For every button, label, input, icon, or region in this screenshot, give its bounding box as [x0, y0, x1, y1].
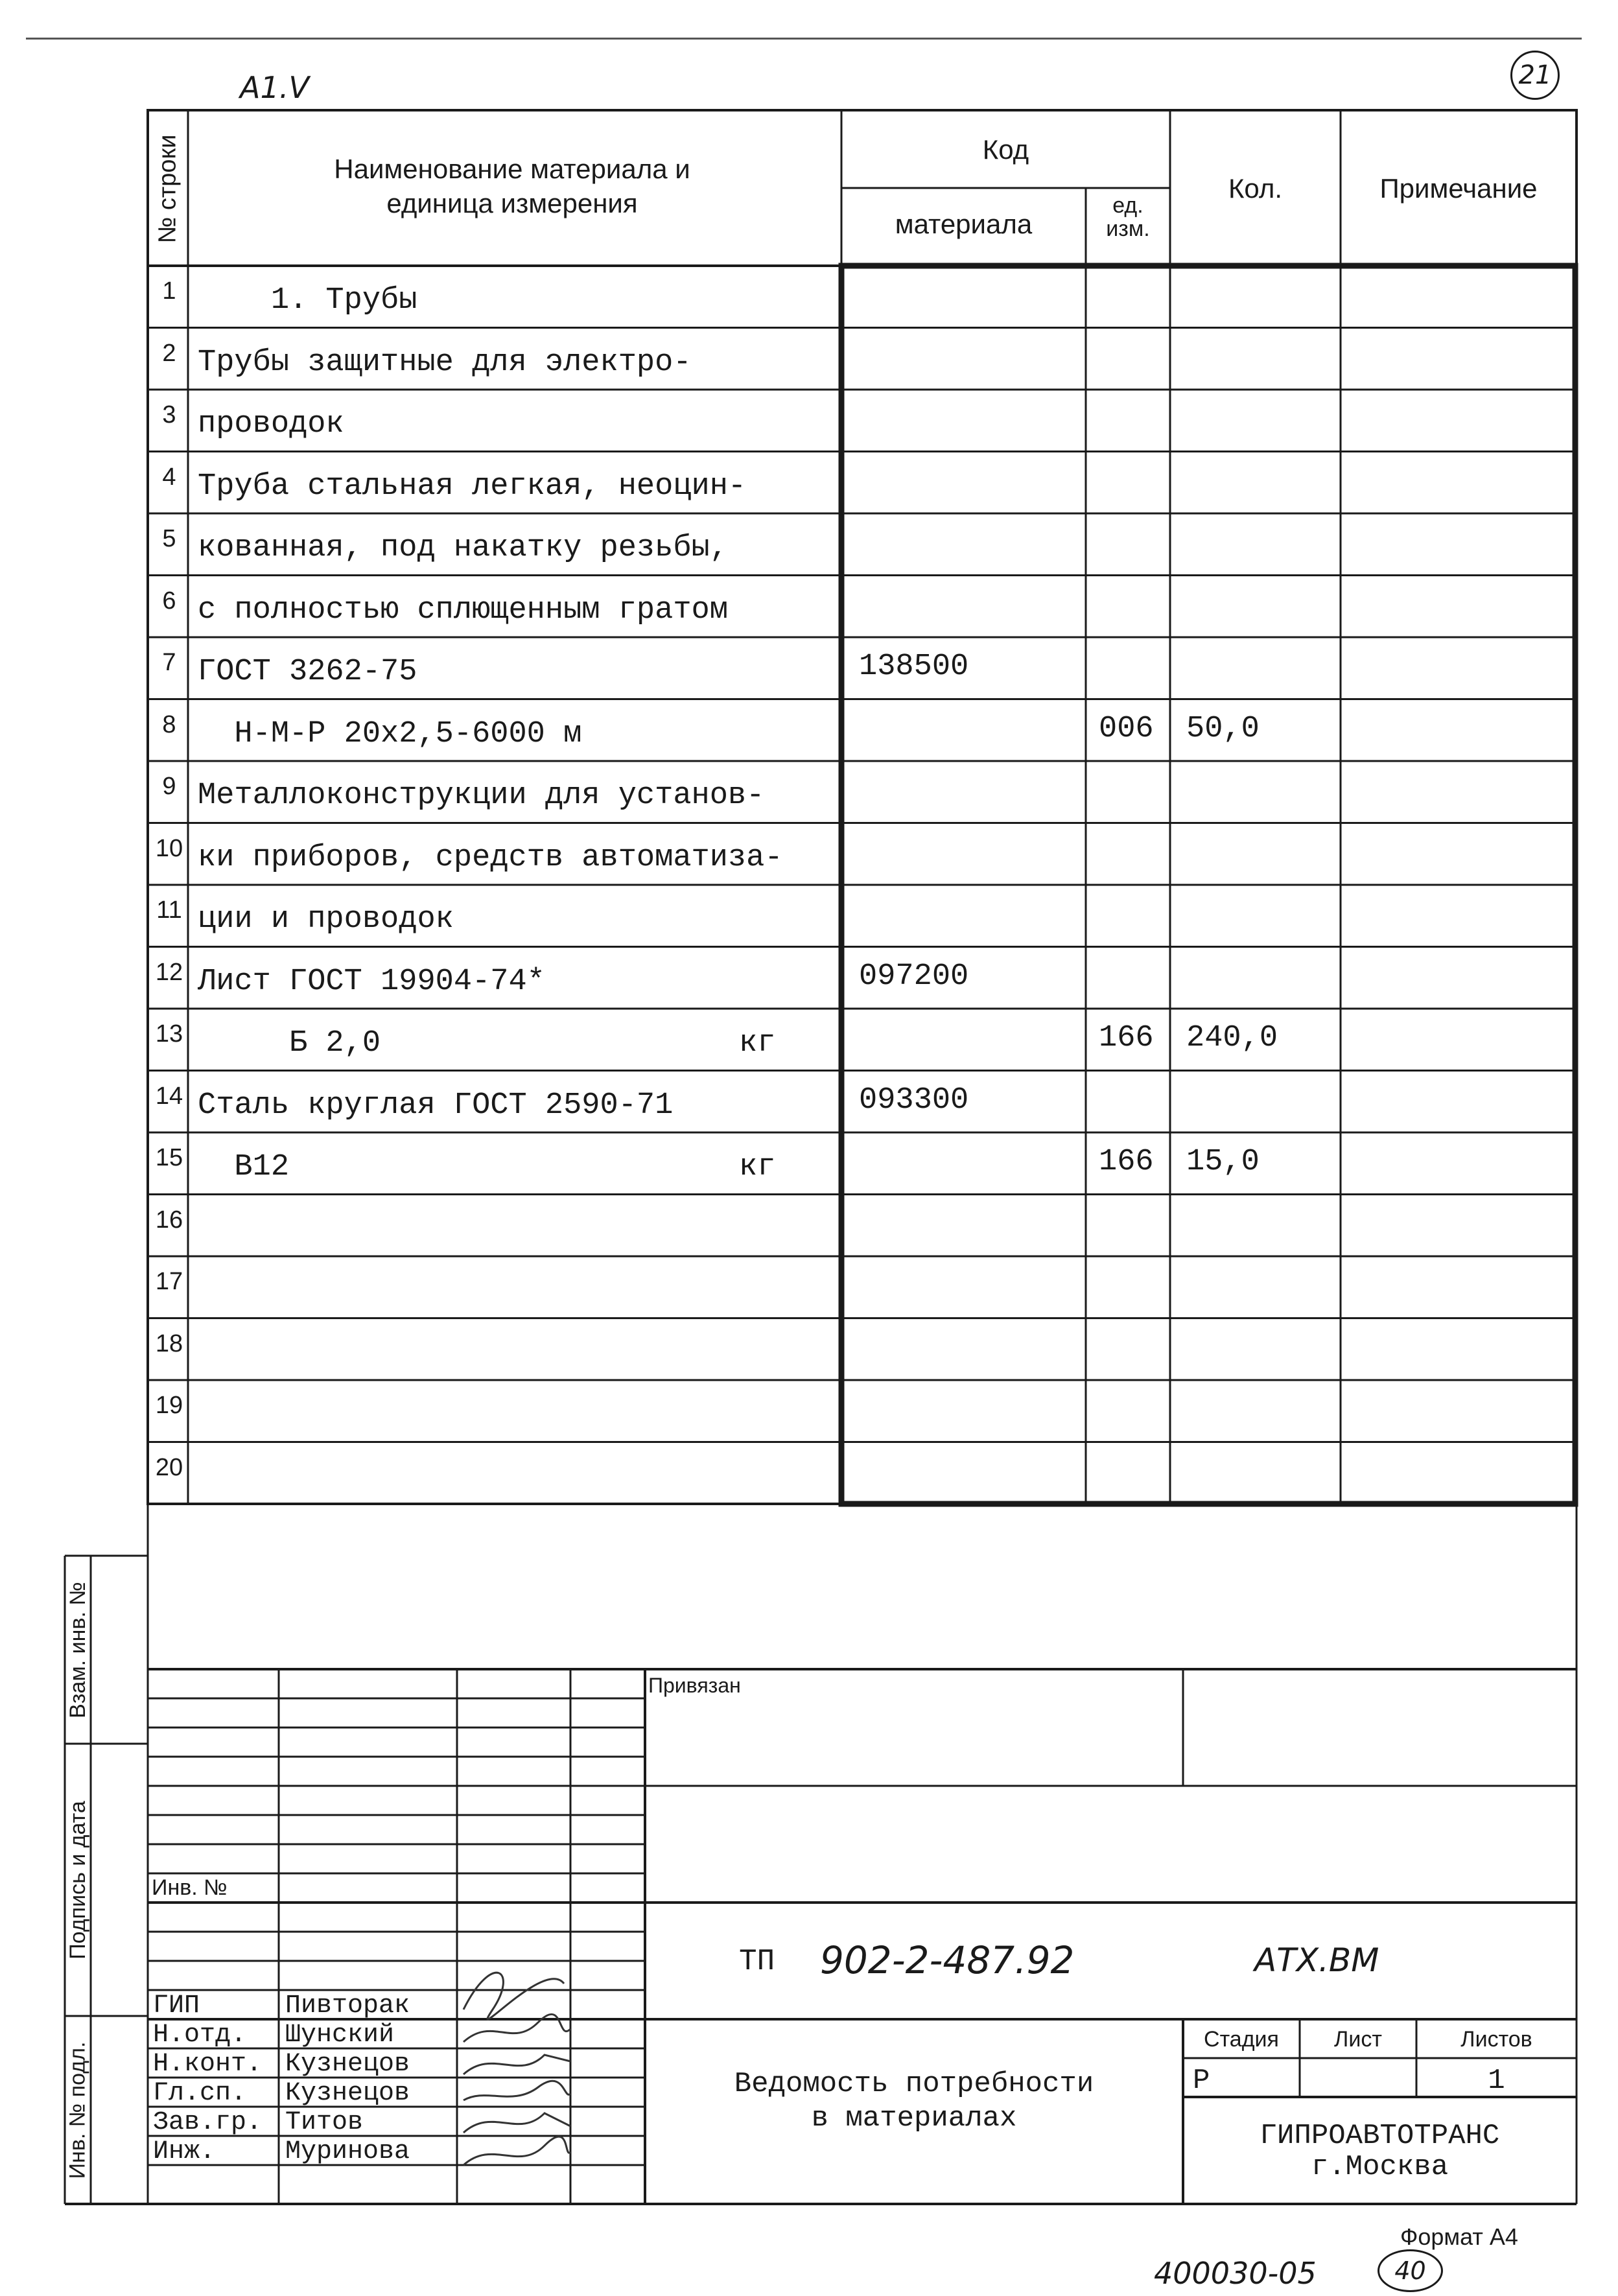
- material-name: Труба стальная легкая, неоцин-: [198, 469, 747, 504]
- row-number: 18: [155, 1330, 183, 1357]
- format-note: А1.V: [240, 70, 309, 105]
- row-number: 16: [155, 1206, 183, 1234]
- material-code: 093300: [859, 1083, 969, 1118]
- side-label-podpis: Подпись и дата: [65, 1800, 90, 1960]
- material-name: В12: [198, 1150, 290, 1184]
- material-name: Б 2,0: [198, 1026, 381, 1060]
- unit-code: 006: [1099, 711, 1154, 746]
- material-code: 097200: [859, 959, 969, 994]
- row-number: 20: [155, 1453, 183, 1481]
- material-name: Сталь круглая ГОСТ 2590-71: [198, 1088, 674, 1123]
- side-label-vzam: Взам. инв. №: [65, 1581, 90, 1718]
- doc-code-prefix: ТП: [739, 1945, 775, 1978]
- unit-code: 166: [1099, 1021, 1154, 1055]
- signer-role: Н.отд.: [153, 2021, 247, 2050]
- row-number: 5: [162, 525, 176, 552]
- signer-role: Инж.: [153, 2137, 216, 2166]
- row-number: 6: [162, 587, 176, 615]
- material-name: с полностью сплющенным гратом: [198, 592, 728, 627]
- stage-label: Стадия: [1204, 2027, 1279, 2052]
- material-name: Трубы защитные для электро-: [198, 345, 692, 380]
- row-number: 17: [155, 1268, 183, 1295]
- signer-name: Кузнецов: [285, 2050, 410, 2079]
- sheets-label: Листов: [1460, 2027, 1532, 2052]
- header-note: Примечание: [1379, 173, 1538, 204]
- row-number: 8: [162, 710, 176, 738]
- inv-no-label: Инв. №: [152, 1875, 228, 1900]
- row-number: 10: [155, 834, 183, 862]
- signer-name: Муринова: [285, 2137, 410, 2166]
- material-name: Н-М-Р 20х2,5-6000 м: [198, 716, 582, 751]
- org-line1: ГИПРОАВТОТРАНС: [1260, 2120, 1500, 2152]
- format-label: Формат А4: [1400, 2223, 1518, 2250]
- material-name: проводок: [198, 407, 344, 441]
- side-label-inv-podl: Инв. № подл.: [65, 2041, 90, 2179]
- org-line2: г.Москва: [1311, 2151, 1449, 2183]
- signer-role: Н.конт.: [153, 2050, 263, 2079]
- signer-name: Кузнецов: [285, 2079, 410, 2108]
- archive-page: 40: [1394, 2256, 1426, 2285]
- signer-role: Гл.сп.: [153, 2079, 247, 2108]
- doc-title-line1: Ведомость потребности: [734, 2068, 1094, 2100]
- row-number: 12: [155, 958, 183, 986]
- row-number: 19: [155, 1392, 183, 1419]
- row-number: 3: [162, 401, 176, 428]
- header-name: Наименование материала и единица измерения: [334, 154, 690, 218]
- unit-code: 166: [1099, 1145, 1154, 1179]
- material-name: Металлоконструкции для установ-: [198, 779, 765, 813]
- doc-title-line2: в материалах: [811, 2102, 1017, 2135]
- archive-page-badge: [1378, 2249, 1443, 2292]
- row-number: 14: [155, 1082, 183, 1110]
- row-number: 7: [162, 649, 176, 676]
- archive-number: 400030-05: [1154, 2256, 1317, 2291]
- row-number: 15: [155, 1144, 183, 1171]
- doc-code: 902-2-487.92: [820, 1938, 1075, 1982]
- signer-role: Зав.гр.: [153, 2108, 263, 2137]
- signer-name: Шунский: [285, 2021, 395, 2050]
- material-code: 138500: [859, 650, 969, 684]
- unit-text: кг: [739, 1150, 776, 1184]
- row-number: 1: [162, 277, 176, 305]
- unit-text: кг: [739, 1026, 776, 1060]
- row-number: 13: [155, 1020, 183, 1048]
- header-row-no: № строки: [154, 134, 182, 243]
- doc-mark: АТХ.ВМ: [1254, 1941, 1379, 1979]
- quantity: 50,0: [1186, 711, 1260, 746]
- quantity: 15,0: [1186, 1145, 1260, 1179]
- header-material: материала: [895, 209, 1033, 239]
- row-number: 2: [162, 339, 176, 367]
- privyazan-label: Привязан: [648, 1674, 741, 1697]
- signer-name: Пивторак: [285, 1991, 410, 2021]
- row-number: 11: [156, 896, 182, 924]
- page-number: 21: [1518, 60, 1552, 90]
- header-code: Код: [982, 134, 1029, 165]
- quantity: 240,0: [1186, 1021, 1278, 1055]
- signer-name: Титов: [285, 2108, 364, 2137]
- material-name: кованная, под накатку резьбы,: [198, 531, 728, 565]
- header-qty: Кол.: [1228, 173, 1283, 204]
- material-name: 1. Трубы: [198, 283, 417, 318]
- material-name: ки приборов, средств автоматиза-: [198, 840, 783, 875]
- row-number: 4: [162, 463, 176, 491]
- stage-value: Р: [1193, 2065, 1210, 2097]
- material-name: Лист ГОСТ 19904-74*: [198, 964, 545, 999]
- material-name: ции и проводок: [198, 902, 454, 937]
- sheets-value: 1: [1488, 2065, 1505, 2097]
- signer-role: ГИП: [153, 1991, 200, 2021]
- material-name: ГОСТ 3262-75: [198, 655, 417, 689]
- sheet-label: Лист: [1334, 2027, 1382, 2052]
- row-number: 9: [162, 773, 176, 800]
- header-unit: ед. изм.: [1106, 193, 1150, 241]
